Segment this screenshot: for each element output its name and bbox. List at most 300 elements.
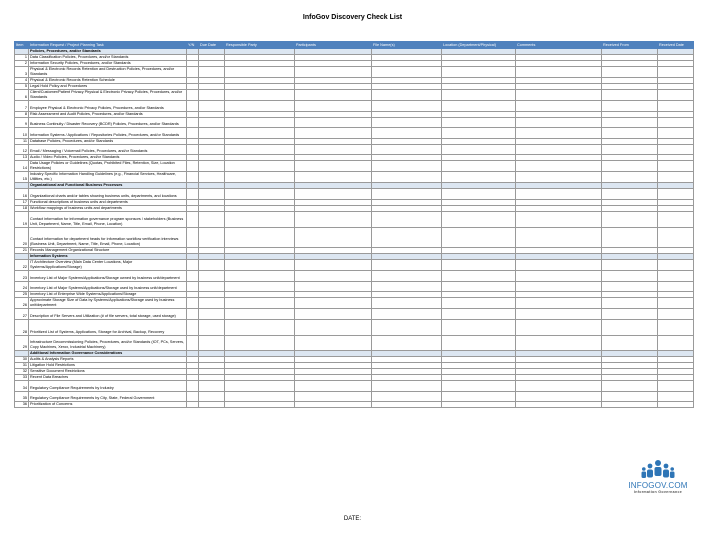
- due-date-cell[interactable]: [199, 402, 225, 408]
- item-description: Infrastructure Decommissioning Policies, Procedures, and/or Standards (IOT, PCs, Servers, Copy Machines, Xerox, Industrial Machinery): [29, 335, 187, 351]
- responsible-party-cell[interactable]: [225, 319, 295, 335]
- received-from-cell[interactable]: [602, 335, 658, 351]
- column-header: Information Request / Project Planning Task: [29, 42, 187, 49]
- yn-cell[interactable]: [187, 402, 199, 408]
- file-names-cell[interactable]: [372, 281, 442, 292]
- item-number: 17: [15, 199, 29, 205]
- location-cell[interactable]: [442, 189, 516, 200]
- received-from-cell[interactable]: [602, 260, 658, 271]
- participants-cell[interactable]: [295, 172, 372, 183]
- item-description: Prioritization of Concerns: [29, 402, 187, 408]
- responsible-party-cell[interactable]: [225, 101, 295, 112]
- received-from-cell[interactable]: [602, 117, 658, 128]
- participants-cell[interactable]: [295, 117, 372, 128]
- file-names-cell[interactable]: [372, 309, 442, 320]
- responsible-party-cell[interactable]: [225, 161, 295, 172]
- participants-cell[interactable]: [295, 319, 372, 335]
- file-names-cell[interactable]: [372, 319, 442, 335]
- file-names-cell[interactable]: [372, 271, 442, 282]
- received-from-cell[interactable]: [602, 161, 658, 172]
- yn-cell[interactable]: [187, 227, 199, 248]
- item-description: Database Policies, Procedures, and/or Standards: [29, 138, 187, 144]
- responsible-party-cell[interactable]: [225, 260, 295, 271]
- file-names-cell[interactable]: [372, 144, 442, 155]
- responsible-party-cell[interactable]: [225, 271, 295, 282]
- received-from-cell[interactable]: [602, 402, 658, 408]
- due-date-cell[interactable]: [199, 67, 225, 78]
- comments-cell[interactable]: [516, 189, 602, 200]
- due-date-cell[interactable]: [199, 161, 225, 172]
- received-from-cell[interactable]: [602, 271, 658, 282]
- participants-cell[interactable]: [295, 227, 372, 248]
- column-header: File Name(s): [372, 42, 442, 49]
- section-label: Organizational and Functional Business Processes: [29, 183, 187, 189]
- item-description: Sensitive Document Restrictions: [29, 369, 187, 375]
- comments-cell[interactable]: [516, 211, 602, 227]
- due-date-cell[interactable]: [199, 144, 225, 155]
- received-date-cell[interactable]: [658, 101, 694, 112]
- comments-cell[interactable]: [516, 381, 602, 392]
- yn-cell[interactable]: [187, 90, 199, 101]
- checklist-item: [15, 144, 694, 155]
- comments-cell[interactable]: [516, 402, 602, 408]
- received-date-cell[interactable]: [658, 128, 694, 139]
- responsible-party-cell[interactable]: [225, 402, 295, 408]
- due-date-cell[interactable]: [199, 281, 225, 292]
- responsible-party-cell[interactable]: [225, 144, 295, 155]
- participants-cell[interactable]: [295, 90, 372, 101]
- file-names-cell[interactable]: [372, 227, 442, 248]
- item-number: 32: [15, 369, 29, 375]
- item-description: Inventory List of Enterprise Wide Systems/Applications/Storage: [29, 292, 187, 298]
- comments-cell[interactable]: [516, 271, 602, 282]
- yn-cell[interactable]: [187, 381, 199, 392]
- participants-cell[interactable]: [295, 402, 372, 408]
- received-date-cell[interactable]: [658, 211, 694, 227]
- received-date-cell[interactable]: [658, 402, 694, 408]
- received-from-cell[interactable]: [602, 227, 658, 248]
- item-description: Prioritized List of Systems, Applications, Storage for Archival, Backup, Recovery: [29, 319, 187, 335]
- received-date-cell[interactable]: [658, 381, 694, 392]
- received-from-cell[interactable]: [602, 281, 658, 292]
- comments-cell[interactable]: [516, 67, 602, 78]
- received-from-cell[interactable]: [602, 144, 658, 155]
- item-description: Email / Messaging / Voicemail Policies, Procedures, and/or Standards: [29, 144, 187, 155]
- participants-cell[interactable]: [295, 67, 372, 78]
- responsible-party-cell[interactable]: [225, 281, 295, 292]
- responsible-party-cell[interactable]: [225, 381, 295, 392]
- item-number: 2: [15, 61, 29, 67]
- item-number: 33: [15, 375, 29, 381]
- received-date-cell[interactable]: [658, 172, 694, 183]
- item-description: Organizational charts and/or tables showing business units, departments, and locations: [29, 189, 187, 200]
- received-date-cell[interactable]: [658, 309, 694, 320]
- location-cell[interactable]: [442, 161, 516, 172]
- file-names-cell[interactable]: [372, 128, 442, 139]
- item-description: Employee Physical & Electronic Privacy Policies, Procedures, and/or Standards: [29, 101, 187, 112]
- yn-cell[interactable]: [187, 281, 199, 292]
- due-date-cell[interactable]: [199, 271, 225, 282]
- due-date-cell[interactable]: [199, 189, 225, 200]
- item-number: 4: [15, 78, 29, 84]
- item-description: Client/Customer/Patient Privacy Physical & Electronic Privacy Policies, Procedures, and/or Standards: [29, 90, 187, 101]
- section-label: Additional Information Governance Considerations: [29, 351, 187, 357]
- people-group-icon: [641, 460, 675, 482]
- received-date-cell[interactable]: [658, 271, 694, 282]
- due-date-cell[interactable]: [199, 335, 225, 351]
- participants-cell[interactable]: [295, 211, 372, 227]
- location-cell[interactable]: [442, 391, 516, 402]
- responsible-party-cell[interactable]: [225, 391, 295, 402]
- item-description: Inventory List of Major Systems/Applications/Storage owned by business unit/department: [29, 271, 187, 282]
- location-cell[interactable]: [442, 271, 516, 282]
- yn-cell[interactable]: [187, 161, 199, 172]
- file-names-cell[interactable]: [372, 117, 442, 128]
- due-date-cell[interactable]: [199, 309, 225, 320]
- item-number: 30: [15, 357, 29, 363]
- column-header: Y/N: [187, 42, 199, 49]
- comments-cell[interactable]: [516, 161, 602, 172]
- infogov-logo: [624, 460, 692, 494]
- comments-cell[interactable]: [516, 117, 602, 128]
- comments-cell[interactable]: [516, 391, 602, 402]
- file-names-cell[interactable]: [372, 172, 442, 183]
- checklist-table: [14, 41, 694, 408]
- comments-cell[interactable]: [516, 90, 602, 101]
- received-from-cell[interactable]: [602, 90, 658, 101]
- file-names-cell[interactable]: [372, 90, 442, 101]
- column-header: Received Date: [658, 42, 694, 49]
- location-cell[interactable]: [442, 381, 516, 392]
- participants-cell[interactable]: [295, 391, 372, 402]
- received-date-cell[interactable]: [658, 227, 694, 248]
- item-number: 24: [15, 281, 29, 292]
- comments-cell[interactable]: [516, 260, 602, 271]
- item-number: 9: [15, 117, 29, 128]
- location-cell[interactable]: [442, 260, 516, 271]
- participants-cell[interactable]: [295, 101, 372, 112]
- comments-cell[interactable]: [516, 227, 602, 248]
- responsible-party-cell[interactable]: [225, 211, 295, 227]
- responsible-party-cell[interactable]: [225, 189, 295, 200]
- checklist-item: [15, 90, 694, 101]
- item-description: Information Security Policies, Procedures, and/or Standards: [29, 61, 187, 67]
- due-date-cell[interactable]: [199, 117, 225, 128]
- item-number: 15: [15, 172, 29, 183]
- column-header: Received From: [602, 42, 658, 49]
- file-names-cell[interactable]: [372, 402, 442, 408]
- item-number: 25: [15, 292, 29, 298]
- location-cell[interactable]: [442, 309, 516, 320]
- location-cell[interactable]: [442, 67, 516, 78]
- location-cell[interactable]: [442, 298, 516, 309]
- received-date-cell[interactable]: [658, 90, 694, 101]
- item-description: Audits & Analysis Reports: [29, 357, 187, 363]
- participants-cell[interactable]: [295, 335, 372, 351]
- participants-cell[interactable]: [295, 260, 372, 271]
- location-cell[interactable]: [442, 128, 516, 139]
- item-number: 13: [15, 155, 29, 161]
- checklist-item: [15, 381, 694, 392]
- received-from-cell[interactable]: [602, 128, 658, 139]
- location-cell[interactable]: [442, 144, 516, 155]
- item-number: 5: [15, 84, 29, 90]
- received-from-cell[interactable]: [602, 391, 658, 402]
- due-date-cell[interactable]: [199, 128, 225, 139]
- item-number: 14: [15, 161, 29, 172]
- item-description: Risk Assessment and Audit Policies, Procedures, and/or Standards: [29, 111, 187, 117]
- checklist-item: [15, 335, 694, 351]
- participants-cell[interactable]: [295, 161, 372, 172]
- checklist-item: [15, 211, 694, 227]
- file-names-cell[interactable]: [372, 391, 442, 402]
- due-date-cell[interactable]: [199, 211, 225, 227]
- checklist-item: [15, 309, 694, 320]
- location-cell[interactable]: [442, 402, 516, 408]
- yn-cell[interactable]: [187, 271, 199, 282]
- column-header: Location (Department/Physical): [442, 42, 516, 49]
- item-description: Information Systems / Applications / Repositories Policies, Procedures, and/or Standards: [29, 128, 187, 139]
- received-date-cell[interactable]: [658, 319, 694, 335]
- item-description: Contact information for department heads for information workflow verification interviews (Business Unit, Department, Name, Title, Email, Phone, Location): [29, 227, 187, 248]
- checklist-item: [15, 319, 694, 335]
- received-date-cell[interactable]: [658, 161, 694, 172]
- item-number: 12: [15, 144, 29, 155]
- participants-cell[interactable]: [295, 189, 372, 200]
- location-cell[interactable]: [442, 227, 516, 248]
- participants-cell[interactable]: [295, 144, 372, 155]
- logo-tagline: Information Governance: [633, 490, 683, 494]
- file-names-cell[interactable]: [372, 211, 442, 227]
- participants-cell[interactable]: [295, 281, 372, 292]
- item-number: 21: [15, 248, 29, 254]
- due-date-cell[interactable]: [199, 172, 225, 183]
- comments-cell[interactable]: [516, 281, 602, 292]
- file-names-cell[interactable]: [372, 260, 442, 271]
- participants-cell[interactable]: [295, 381, 372, 392]
- location-cell[interactable]: [442, 101, 516, 112]
- checklist-item: [15, 298, 694, 309]
- received-date-cell[interactable]: [658, 281, 694, 292]
- item-description: Data Usage Policies or Guidelines (Quotas, Prohibited Files, Retention, Size, Location Restrictions): [29, 161, 187, 172]
- received-date-cell[interactable]: [658, 335, 694, 351]
- section-label: Information Systems: [29, 254, 187, 260]
- yn-cell[interactable]: [187, 319, 199, 335]
- item-description: Regulatory Compliance Requirements by City, State, Federal Government: [29, 391, 187, 402]
- received-from-cell[interactable]: [602, 309, 658, 320]
- checklist-body: [15, 42, 694, 408]
- responsible-party-cell[interactable]: [225, 227, 295, 248]
- item-description: Functional descriptions of business units and departments: [29, 199, 187, 205]
- column-header: Due Date: [199, 42, 225, 49]
- received-date-cell[interactable]: [658, 298, 694, 309]
- responsible-party-cell[interactable]: [225, 117, 295, 128]
- checklist-item: [15, 227, 694, 248]
- received-from-cell[interactable]: [602, 211, 658, 227]
- comments-cell[interactable]: [516, 309, 602, 320]
- responsible-party-cell[interactable]: [225, 309, 295, 320]
- item-number: 1: [15, 55, 29, 61]
- file-names-cell[interactable]: [372, 101, 442, 112]
- item-description: Approximate Storage Size of Data by Systems/Applications/Storage used by business unit/department: [29, 298, 187, 309]
- yn-cell[interactable]: [187, 117, 199, 128]
- received-from-cell[interactable]: [602, 101, 658, 112]
- logo-name: INFOGOV.COM: [628, 481, 688, 490]
- item-description: Workflow mappings of business units and departments: [29, 205, 187, 211]
- checklist-item: [15, 402, 694, 408]
- item-number: 28: [15, 319, 29, 335]
- checklist-item: [15, 260, 694, 271]
- item-number: 3: [15, 67, 29, 78]
- column-header: Comments: [516, 42, 602, 49]
- comments-cell[interactable]: [516, 335, 602, 351]
- header-row: [15, 42, 694, 49]
- file-names-cell[interactable]: [372, 161, 442, 172]
- due-date-cell[interactable]: [199, 90, 225, 101]
- received-date-cell[interactable]: [658, 117, 694, 128]
- responsible-party-cell[interactable]: [225, 67, 295, 78]
- yn-cell[interactable]: [187, 189, 199, 200]
- received-from-cell[interactable]: [602, 381, 658, 392]
- file-names-cell[interactable]: [372, 67, 442, 78]
- yn-cell[interactable]: [187, 309, 199, 320]
- due-date-cell[interactable]: [199, 101, 225, 112]
- item-number: 6: [15, 90, 29, 101]
- due-date-cell[interactable]: [199, 319, 225, 335]
- item-description: Audio / Video Policies, Procedures, and/or Standards: [29, 155, 187, 161]
- due-date-cell[interactable]: [199, 260, 225, 271]
- comments-cell[interactable]: [516, 172, 602, 183]
- responsible-party-cell[interactable]: [225, 172, 295, 183]
- item-description: Physical & Electronic Records Retention and Destruction Policies, Procedures, and/or Standards: [29, 67, 187, 78]
- item-number: 27: [15, 309, 29, 320]
- item-description: Business Continuity / Disaster Recovery (BCDR) Policies, Procedures, and/or Standards: [29, 117, 187, 128]
- item-description: Data Classification Policies, Procedures, and/or Standards: [29, 55, 187, 61]
- yn-cell[interactable]: [187, 101, 199, 112]
- location-cell[interactable]: [442, 319, 516, 335]
- due-date-cell[interactable]: [199, 298, 225, 309]
- received-from-cell[interactable]: [602, 172, 658, 183]
- item-description: Litigation Hold Restrictions: [29, 363, 187, 369]
- comments-cell[interactable]: [516, 101, 602, 112]
- checklist-item: [15, 271, 694, 282]
- received-date-cell[interactable]: [658, 189, 694, 200]
- file-names-cell[interactable]: [372, 298, 442, 309]
- item-description: Recent Data Breaches: [29, 375, 187, 381]
- column-header: Item: [15, 42, 29, 49]
- item-number: 7: [15, 101, 29, 112]
- checklist-item: [15, 128, 694, 139]
- item-number: 34: [15, 381, 29, 392]
- item-description: Inventory List of Major Systems/Applications/Storage used by business unit/department: [29, 281, 187, 292]
- item-description: Legal Hold Policy and Procedures: [29, 84, 187, 90]
- checklist-item: [15, 117, 694, 128]
- received-from-cell[interactable]: [602, 189, 658, 200]
- item-number: 18: [15, 205, 29, 211]
- location-cell[interactable]: [442, 335, 516, 351]
- participants-cell[interactable]: [295, 128, 372, 139]
- checklist-item: [15, 281, 694, 292]
- received-date-cell[interactable]: [658, 260, 694, 271]
- location-cell[interactable]: [442, 172, 516, 183]
- received-date-cell[interactable]: [658, 144, 694, 155]
- item-number: 11: [15, 138, 29, 144]
- item-number: 22: [15, 260, 29, 271]
- received-from-cell[interactable]: [602, 298, 658, 309]
- item-number: 10: [15, 128, 29, 139]
- due-date-cell[interactable]: [199, 391, 225, 402]
- checklist-item: [15, 391, 694, 402]
- participants-cell[interactable]: [295, 271, 372, 282]
- yn-cell[interactable]: [187, 260, 199, 271]
- yn-cell[interactable]: [187, 144, 199, 155]
- due-date-cell[interactable]: [199, 227, 225, 248]
- item-description: Industry Specific Information Handling Guidelines (e.g., Financial Services, Healthcare, Utilities, etc.): [29, 172, 187, 183]
- item-number: 16: [15, 189, 29, 200]
- column-header: Participants: [295, 42, 372, 49]
- location-cell[interactable]: [442, 117, 516, 128]
- checklist-item: [15, 101, 694, 112]
- responsible-party-cell[interactable]: [225, 90, 295, 101]
- item-number: 20: [15, 227, 29, 248]
- yn-cell[interactable]: [187, 128, 199, 139]
- yn-cell[interactable]: [187, 335, 199, 351]
- yn-cell[interactable]: [187, 67, 199, 78]
- item-description: Physical & Electronic Records Retention Schedule: [29, 78, 187, 84]
- document-title: InfoGov Discovery Check List: [302, 14, 403, 21]
- received-date-cell[interactable]: [658, 391, 694, 402]
- item-description: IT Architecture Overview (Main Data Center Locations, Major Systems/Applications/Storage): [29, 260, 187, 271]
- received-date-cell[interactable]: [658, 67, 694, 78]
- item-description: Records Management Organizational Structure: [29, 248, 187, 254]
- file-names-cell[interactable]: [372, 381, 442, 392]
- yn-cell[interactable]: [187, 298, 199, 309]
- location-cell[interactable]: [442, 281, 516, 292]
- location-cell[interactable]: [442, 90, 516, 101]
- comments-cell[interactable]: [516, 144, 602, 155]
- item-number: 19: [15, 211, 29, 227]
- responsible-party-cell[interactable]: [225, 335, 295, 351]
- column-header: Responsible Party: [225, 42, 295, 49]
- participants-cell[interactable]: [295, 298, 372, 309]
- item-description: Regulatory Compliance Requirements by Industry: [29, 381, 187, 392]
- comments-cell[interactable]: [516, 319, 602, 335]
- checklist-item: [15, 172, 694, 183]
- file-names-cell[interactable]: [372, 189, 442, 200]
- checklist-item: [15, 161, 694, 172]
- participants-cell[interactable]: [295, 309, 372, 320]
- comments-cell[interactable]: [516, 298, 602, 309]
- item-number: 29: [15, 335, 29, 351]
- responsible-party-cell[interactable]: [225, 128, 295, 139]
- due-date-cell[interactable]: [199, 381, 225, 392]
- responsible-party-cell[interactable]: [225, 298, 295, 309]
- location-cell[interactable]: [442, 211, 516, 227]
- item-description: Description of File Servers and Utilization (# of file servers, total storage, used storage): [29, 309, 187, 320]
- item-number: 35: [15, 391, 29, 402]
- yn-cell[interactable]: [187, 172, 199, 183]
- yn-cell[interactable]: [187, 211, 199, 227]
- item-number: 31: [15, 363, 29, 369]
- comments-cell[interactable]: [516, 128, 602, 139]
- item-number: 36: [15, 402, 29, 408]
- item-description: Contact information for information governance program sponsors / stakeholders (Business Unit, Department, Name, Title, Email, Phone, Location): [29, 211, 187, 227]
- file-names-cell[interactable]: [372, 335, 442, 351]
- yn-cell[interactable]: [187, 391, 199, 402]
- received-from-cell[interactable]: [602, 67, 658, 78]
- received-from-cell[interactable]: [602, 319, 658, 335]
- section-label: Policies, Procedures, and/or Standards: [29, 49, 187, 55]
